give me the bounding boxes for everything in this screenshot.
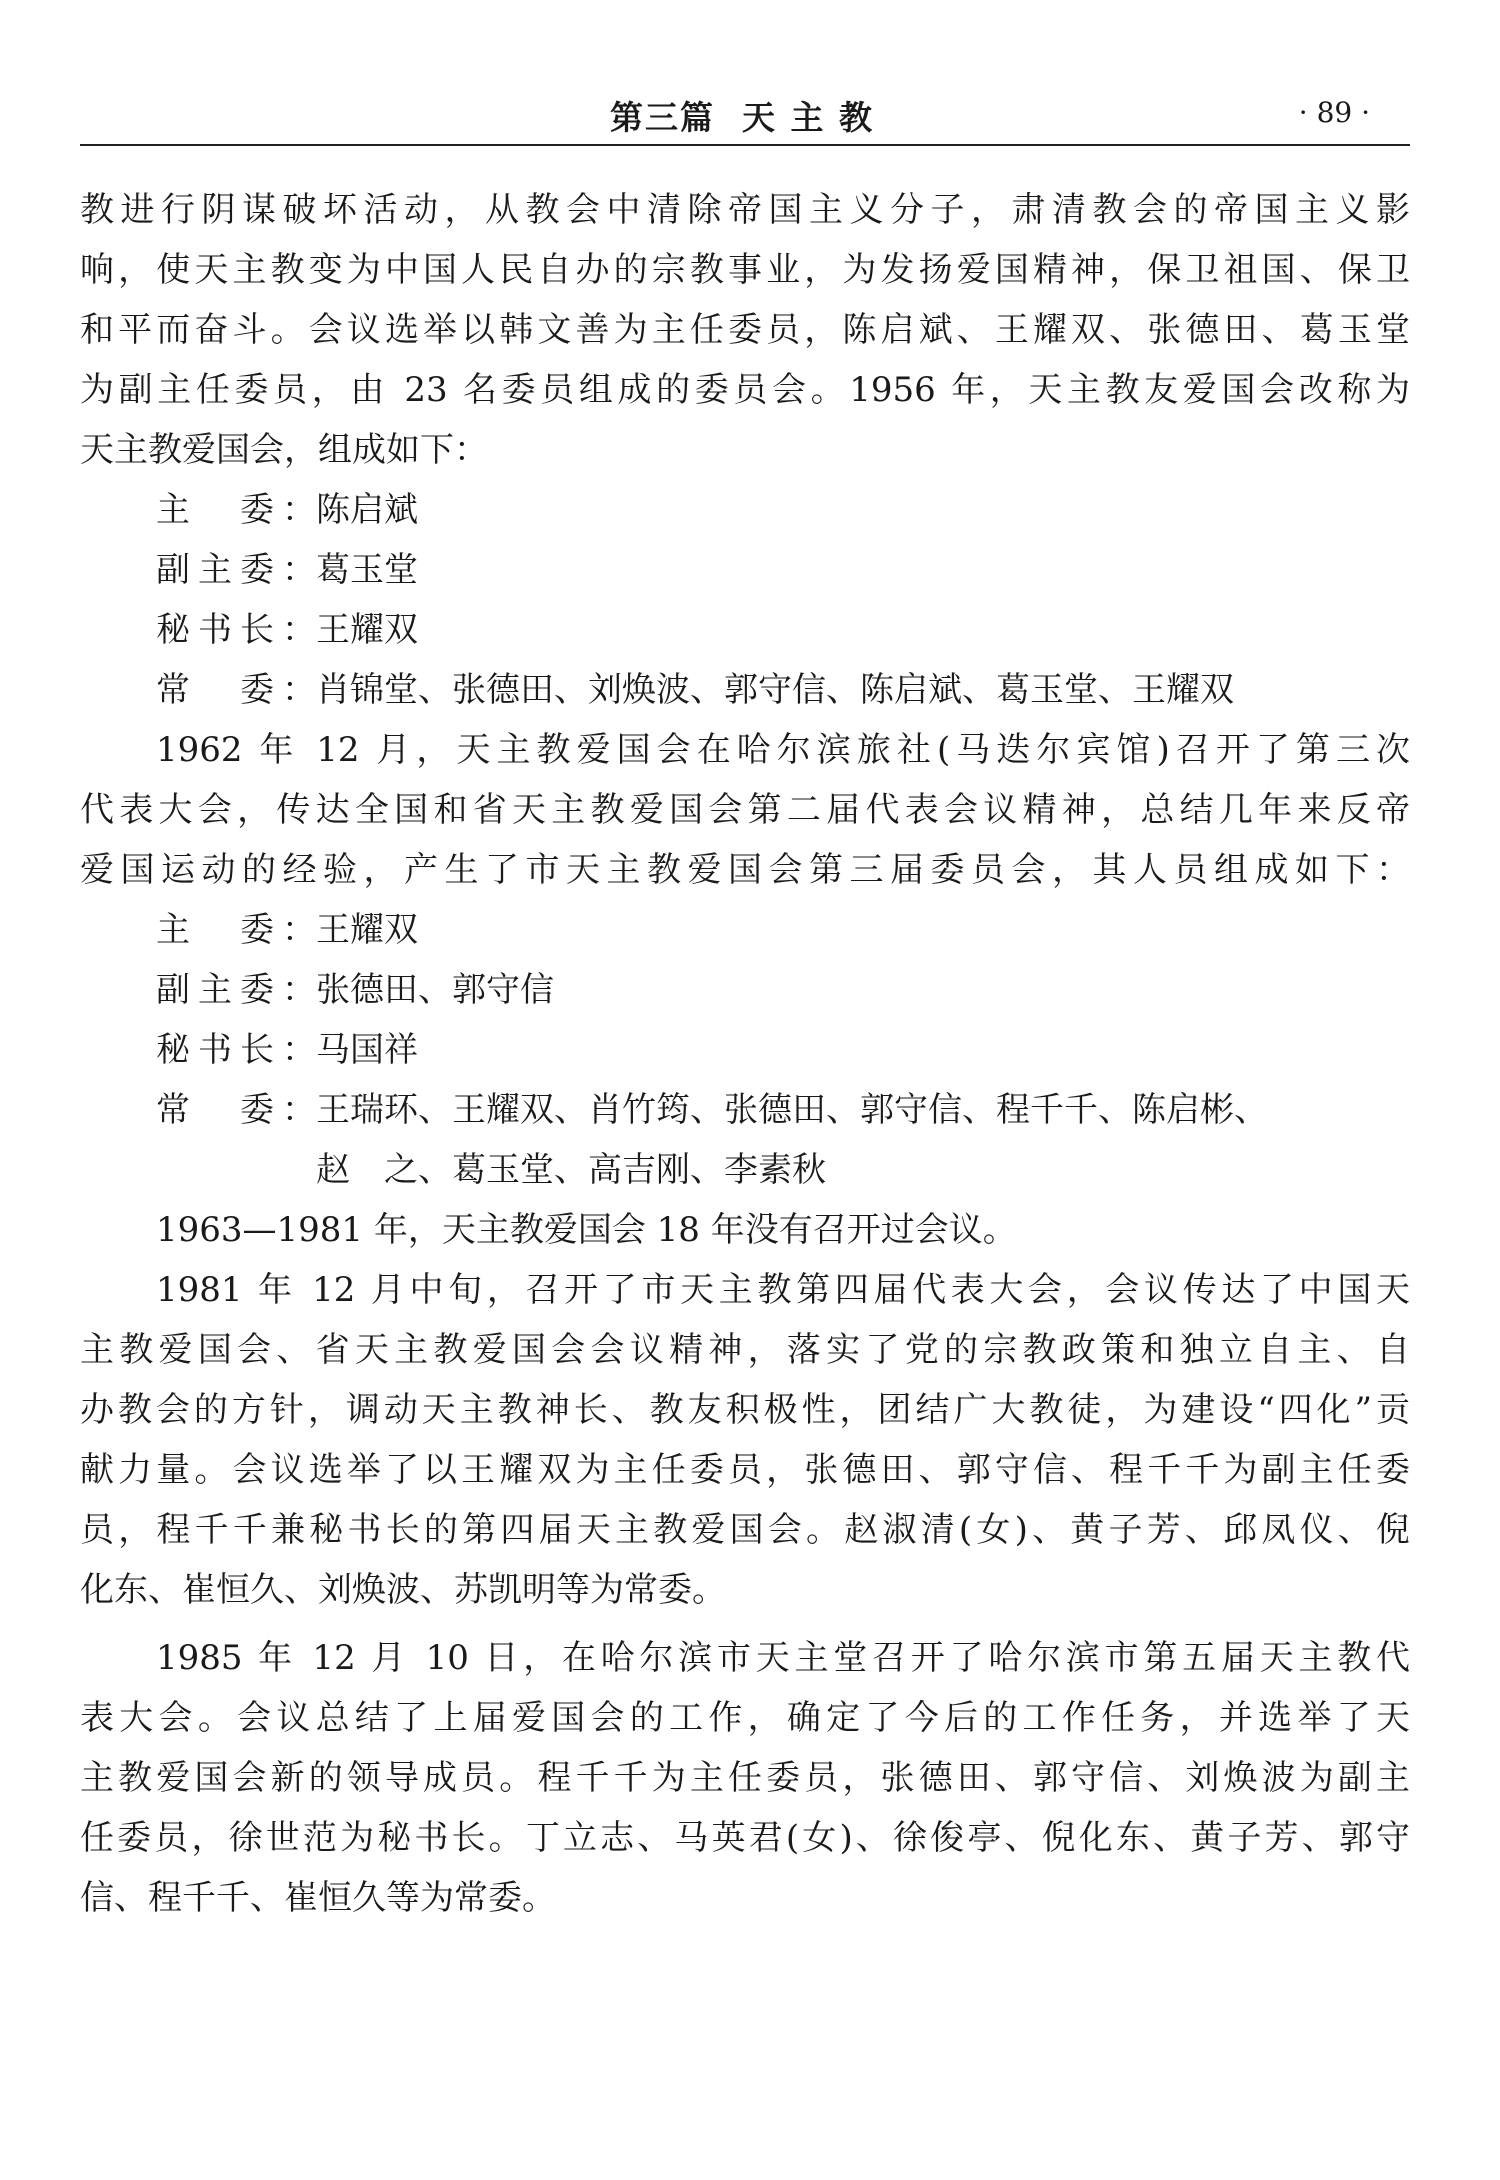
roster-row bbox=[80, 960, 1410, 1020]
paragraph-1981 bbox=[80, 1260, 1410, 1620]
roster-value: 王瑞环、王耀双、肖竹筠、张德田、郭守信、程千千、陈启彬、 bbox=[316, 1090, 1268, 1130]
roster-row bbox=[80, 540, 1410, 600]
roster-label: 秘书长： bbox=[156, 1030, 316, 1070]
text-line: 办教会的方针，调动天主教神长、教友积极性，团结广大教徒，为建设“四化”贡 bbox=[80, 1390, 1410, 1430]
paragraph-continued bbox=[80, 180, 1410, 480]
text-line: 爱国运动的经验，产生了市天主教爱国会第三届委员会，其人员组成如下： bbox=[80, 850, 1410, 890]
roster-row bbox=[80, 1020, 1410, 1080]
roster-label: 主 委： bbox=[156, 490, 316, 530]
text-line: 和平而奋斗。会议选举以韩文善为主任委员，陈启斌、王耀双、张德田、葛玉堂 bbox=[80, 310, 1410, 350]
paragraph-gap bbox=[80, 1620, 1410, 1628]
roster-label: 副主委： bbox=[156, 970, 316, 1010]
roster-label: 秘书长： bbox=[156, 610, 316, 650]
text-line: 献力量。会议选举了以王耀双为主任委员，张德田、郭守信、程千千为副主任委 bbox=[80, 1450, 1410, 1490]
text-line: 员，程千千兼秘书长的第四届天主教爱国会。赵淑清(女)、黄子芳、邱凤仪、倪 bbox=[80, 1510, 1410, 1550]
page-number: · 89 · bbox=[1298, 96, 1370, 129]
roster-value: 王耀双 bbox=[316, 610, 418, 650]
text-line: 响，使天主教变为中国人民自办的宗教事业，为发扬爱国精神，保卫祖国、保卫 bbox=[80, 250, 1410, 290]
roster-row bbox=[80, 480, 1410, 540]
text-line: 主教爱国会新的领导成员。程千千为主任委员，张德田、郭守信、刘焕波为副主 bbox=[80, 1758, 1410, 1798]
paragraph-1962 bbox=[80, 720, 1410, 900]
text-line: 主教爱国会、省天主教爱国会会议精神，落实了党的宗教政策和独立自主、自 bbox=[80, 1330, 1410, 1370]
roster-row bbox=[80, 660, 1410, 720]
roster-label: 副主委： bbox=[156, 550, 316, 590]
roster-value: 张德田、郭守信 bbox=[316, 970, 554, 1010]
roster-row bbox=[80, 900, 1410, 960]
roster-label: 常 委： bbox=[156, 670, 316, 710]
roster-row bbox=[80, 600, 1410, 660]
text-line: 任委员，徐世范为秘书长。丁立志、马英君(女)、徐俊亭、倪化东、黄子芳、郭守 bbox=[80, 1818, 1410, 1858]
text-line: 化东、崔恒久、刘焕波、苏凯明等为常委。 bbox=[80, 1570, 726, 1610]
text-line: 信、程千千、崔恒久等为常委。 bbox=[80, 1878, 556, 1918]
roster-1956 bbox=[80, 480, 1410, 720]
roster-value: 陈启斌 bbox=[316, 490, 418, 530]
roster-value: 葛玉堂 bbox=[316, 550, 418, 590]
text-line: 代表大会，传达全国和省天主教爱国会第二届代表会议精神，总结几年来反帝 bbox=[80, 790, 1410, 830]
roster-label: 主 委： bbox=[156, 910, 316, 950]
text-line: 1985 年 12 月 10 日，在哈尔滨市天主堂召开了哈尔滨市第五届天主教代 bbox=[156, 1638, 1410, 1678]
roster-value: 肖锦堂、张德田、刘焕波、郭守信、陈启斌、葛玉堂、王耀双 bbox=[316, 670, 1234, 710]
roster-value: 王耀双 bbox=[316, 910, 418, 950]
text-line: 1962 年 12 月，天主教爱国会在哈尔滨旅社(马迭尔宾馆)召开了第三次 bbox=[156, 730, 1410, 770]
text-line: 天主教爱国会，组成如下： bbox=[80, 430, 488, 470]
text-line: 教进行阴谋破坏活动，从教会中清除帝国主义分子，肃清教会的帝国主义影 bbox=[80, 190, 1410, 230]
text-line: 1981 年 12 月中旬，召开了市天主教第四届代表大会，会议传达了中国天 bbox=[156, 1270, 1410, 1310]
page-header bbox=[80, 88, 1410, 146]
roster-continuation: 赵 之、葛玉堂、高吉刚、李素秋 bbox=[316, 1150, 826, 1190]
roster-1962 bbox=[80, 900, 1410, 1200]
roster-row bbox=[80, 1080, 1410, 1140]
roster-label: 常 委： bbox=[156, 1090, 316, 1130]
roster-value: 马国祥 bbox=[316, 1030, 418, 1070]
text-line: 表大会。会议总结了上届爱国会的工作，确定了今后的工作任务，并选举了天 bbox=[80, 1698, 1410, 1738]
text-line: 为副主任委员，由 23 名委员组成的委员会。1956 年，天主教友爱国会改称为 bbox=[80, 370, 1410, 410]
chapter-title: 第三篇 天 主 教 bbox=[610, 98, 874, 137]
paragraph-1985 bbox=[80, 1628, 1410, 1928]
page-body bbox=[80, 180, 1410, 1928]
paragraph-1963: 1963—1981 年，天主教爱国会 18 年没有召开过会议。 bbox=[156, 1210, 1017, 1250]
